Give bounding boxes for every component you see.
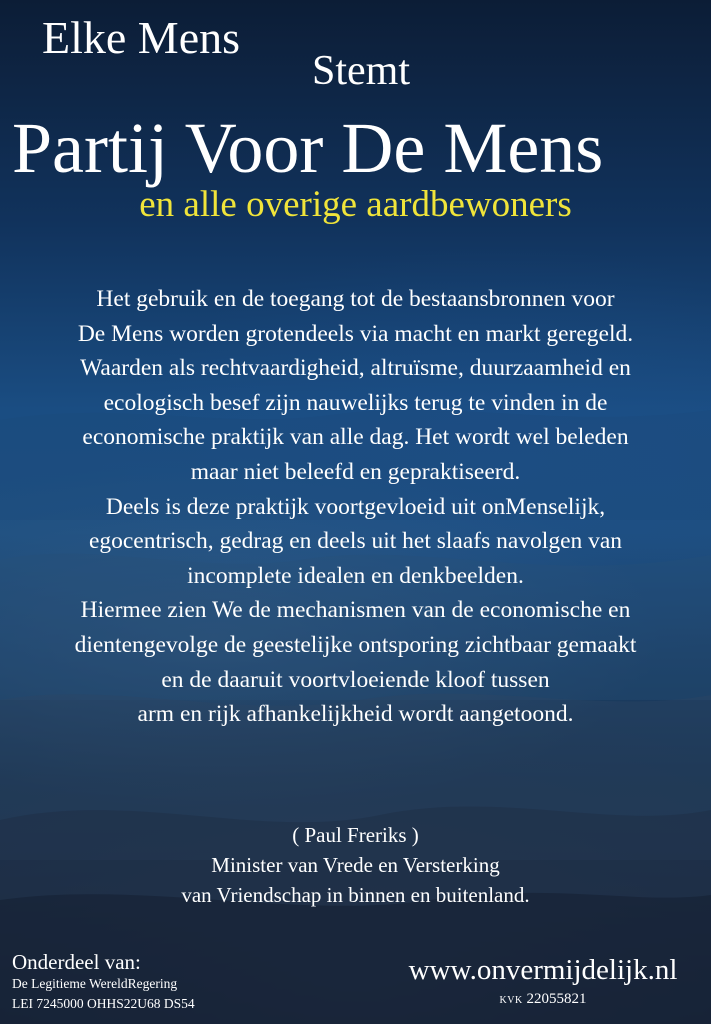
- header-line-stemt: Stemt: [312, 48, 411, 94]
- lei-number: LEI 7245000 OHHS22U68 DS54: [12, 996, 195, 1011]
- body-line: De Mens worden grotendeels via macht en markt geregeld.: [77, 320, 634, 347]
- part-of-label: Onderdeel van:: [12, 950, 141, 974]
- body-line: maar niet beleefd en gepraktiseerd.: [190, 458, 521, 485]
- body-line: incomplete idealen en denkbeelden.: [187, 562, 524, 589]
- signature-name: ( Paul Freriks ): [292, 823, 419, 847]
- header-line-elke-mens: Elke Mens: [42, 12, 241, 63]
- body-line: Hiermee zien We de mechanismen van de economische en: [80, 597, 631, 624]
- footer-contact: [380, 952, 706, 1012]
- body-line: arm en rijk afhankelijkheid wordt aangetoond.: [137, 701, 574, 728]
- kvk-number: 22055821: [526, 991, 587, 1007]
- subtitle: en alle overige aardbewoners: [139, 184, 572, 225]
- party-name-title: Partij Voor De Mens: [12, 108, 604, 188]
- kvk-label: KVK: [499, 995, 523, 1006]
- kvk-registration: [380, 988, 706, 1012]
- website-link[interactable]: www.onvermijdelijk.nl: [408, 954, 678, 986]
- body-line: economische praktijk van alle dag. Het wordt wel beleden: [82, 424, 629, 451]
- body-line: ecologisch besef zijn nauwelijks terug te vinden in de: [103, 389, 608, 416]
- footer-organization: [12, 950, 195, 1014]
- body-line: en de daaruit voortvloeiende kloof tussen: [161, 666, 550, 693]
- organization-name: De Legitieme WereldRegering: [12, 976, 178, 991]
- body-paragraph: [8, 282, 703, 732]
- body-line: Het gebruik en de toegang tot de bestaansbronnen voor: [96, 286, 615, 312]
- body-line: Waarden als rechtvaardigheid, altruïsme, duurzaamheid en: [80, 355, 631, 382]
- body-line: egocentrisch, gedrag en deels uit het slaafs navolgen van: [88, 528, 623, 555]
- signature-role-line-2: van Vriendschap in binnen en buitenland.: [181, 883, 530, 907]
- signature-role-line-1: Minister van Vrede en Versterking: [211, 853, 500, 877]
- body-line: dientengevolge de geestelijke ontsporing zichtbaar gemaakt: [74, 631, 637, 658]
- signature-block: [0, 820, 711, 910]
- body-line: Deels is deze praktijk voortgevloeid uit onMenselijk,: [105, 493, 606, 520]
